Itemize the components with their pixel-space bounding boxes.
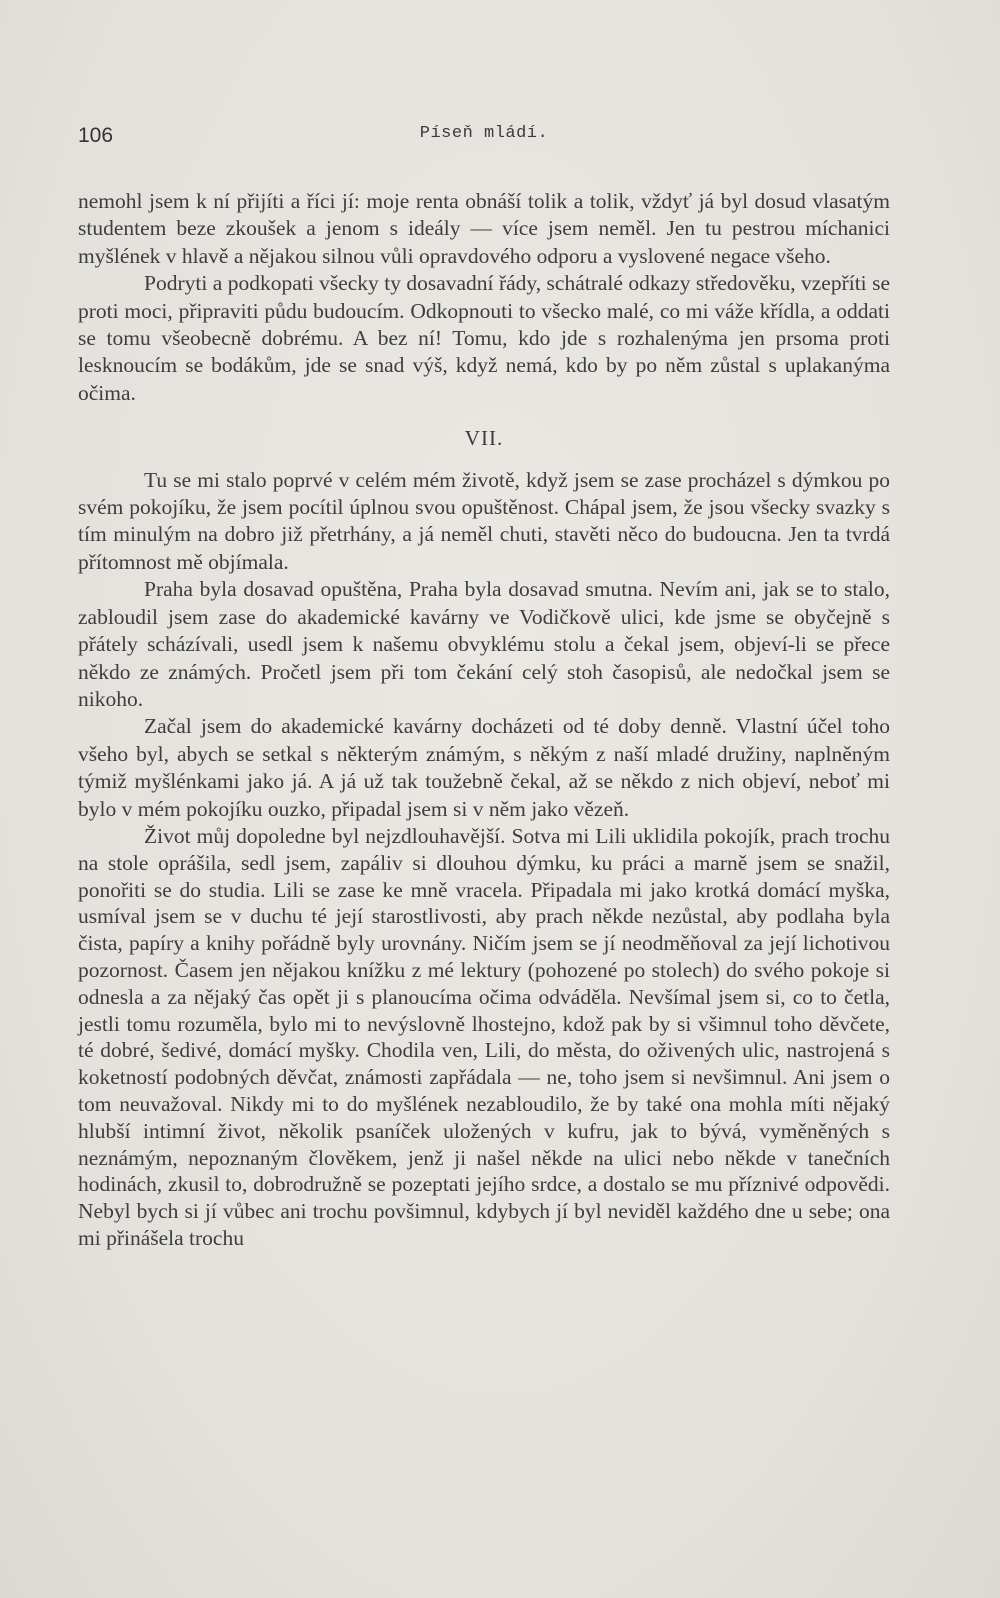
- paragraph-continued: nemohl jsem k ní přijíti a říci jí: moje renta obnáší tolik a tolik, vždyť já byl dosud vlasatým studentem beze zkoušek a jenom s ideály — více jsem neměl. Jen tu pestrou míchanici myšlének v hlavě a nějakou silnou vůli opravdového odporu a vyslovené negace všeho.: [78, 189, 890, 268]
- paragraph: Život můj dopoledne byl nejzdlouhavější. Sotva mi Lili uklidila pokojík, prach trochu na stole oprášila, sedl jsem, zapáliv si dlouhou dýmku, ku práci a marně jsem se snažil, ponořiti se do studia. Lili se zase ke mně vracela. Připadala mi jako krotká domácí myška, usmíval jsem se v duchu té její starostlivosti, aby prach někde nezůstal, aby podlaha byla čista, papíry a knihy pořádně byly urovnány. Ničím jsem se jí neodměňoval za její lichotivou pozornost. Časem jen nějakou knížku z mé lektury (pohozené po stolech) do svého pokoje si odnesla a za nějaký čas opět ji s planoucíma očima odváděla. Nevšímal jsem si, co to četla, jestli tomu rozuměla, bylo mi to nevýslovně lhostejno, kdož pak by si všimnul toho děvčete, té dobré, šedivé, domácí myšky. Chodila ven, Lili, do města, do oživených ulic, nastrojená s koketností podobných děvčat, známosti zapřádala — ne, toho jsem si nevšimnul. Ani jsem o tom neuvažoval. Nikdy mi to do myšlének nezabloudilo, že by také ona mohla míti nějaký hlubší intimní život, několik psaníček uložených v kufru, jak to bývá, vyměněných s neznámým, nepoznaným člověkem, jenž ji našel někde na ulici nebo někde v tanečních hodinách, zkusil to, dobrodružně se pozeptati jejího srdce, a dostalo se mu příznivé odpovědi. Nebyl bych si jí vůbec ani trochu povšimnul, kdybych jí byl neviděl každého dne u sebe; ona mi přinášela trochu: [78, 823, 890, 1250]
- chapter-heading: VII.: [464, 426, 504, 451]
- paragraph: Podryti a podkopati všecky ty dosavadní řády, schátralé odkazy středověku, vzepříti se proti moci, připraviti půdu budoucím. Odkopnouti to všecko malé, co mi váže křídla, a oddati se tomu všeobecně dobrému. A bez ní! Tomu, kdo jde s rozhalenýma jen prsoma proti lesknoucím se bodákům, jde se snad výš, když nemá, kdo by po něm zůstal s uplakanýma očima.: [78, 271, 890, 405]
- page-number: 106: [78, 124, 114, 147]
- body-text: [78, 188, 890, 1252]
- paragraph: Praha byla dosavad opuštěna, Praha byla dosavad smutna. Nevím ani, jak se to stalo, zabloudil jsem zase do akademické kavárny ve Vodičkově ulici, kde jsme se obyčejně s přátely scházívali, usedl jsem k našemu obvyklému stolu a čekal jsem, objeví-li se přece někdo ze známých. Pročetl jsem při tom čekání celý stoh časopisů, ale nedočkal jsem se nikoho.: [78, 577, 890, 711]
- page-header: [78, 124, 890, 152]
- running-title: Píseň mládí.: [419, 124, 549, 143]
- paragraph: Začal jsem do akademické kavárny docházeti od té doby denně. Vlastní účel toho všeho byl, abych se setkal s některým známým, s někým z naší mladé družiny, naplněným týmiž myšlénkami jako já. A já už tak toužebně čekal, až se někdo z nich objeví, neboť mi bylo v mém pokojíku ouzko, připadal jsem si v něm jako vězeň.: [78, 714, 890, 821]
- paragraph: Tu se mi stalo poprvé v celém mém životě, když jsem se zase procházel s dýmkou po svém pokojíku, že jsem pocítil úplnou svou opuštěnost. Chápal jsem, že jsou všecky svazky s tím minulým na dobro již přetrhány, a já neměl chuti, stavěti něco do budoucna. Jen ta tvrdá přítomnost mě objímala.: [78, 467, 890, 574]
